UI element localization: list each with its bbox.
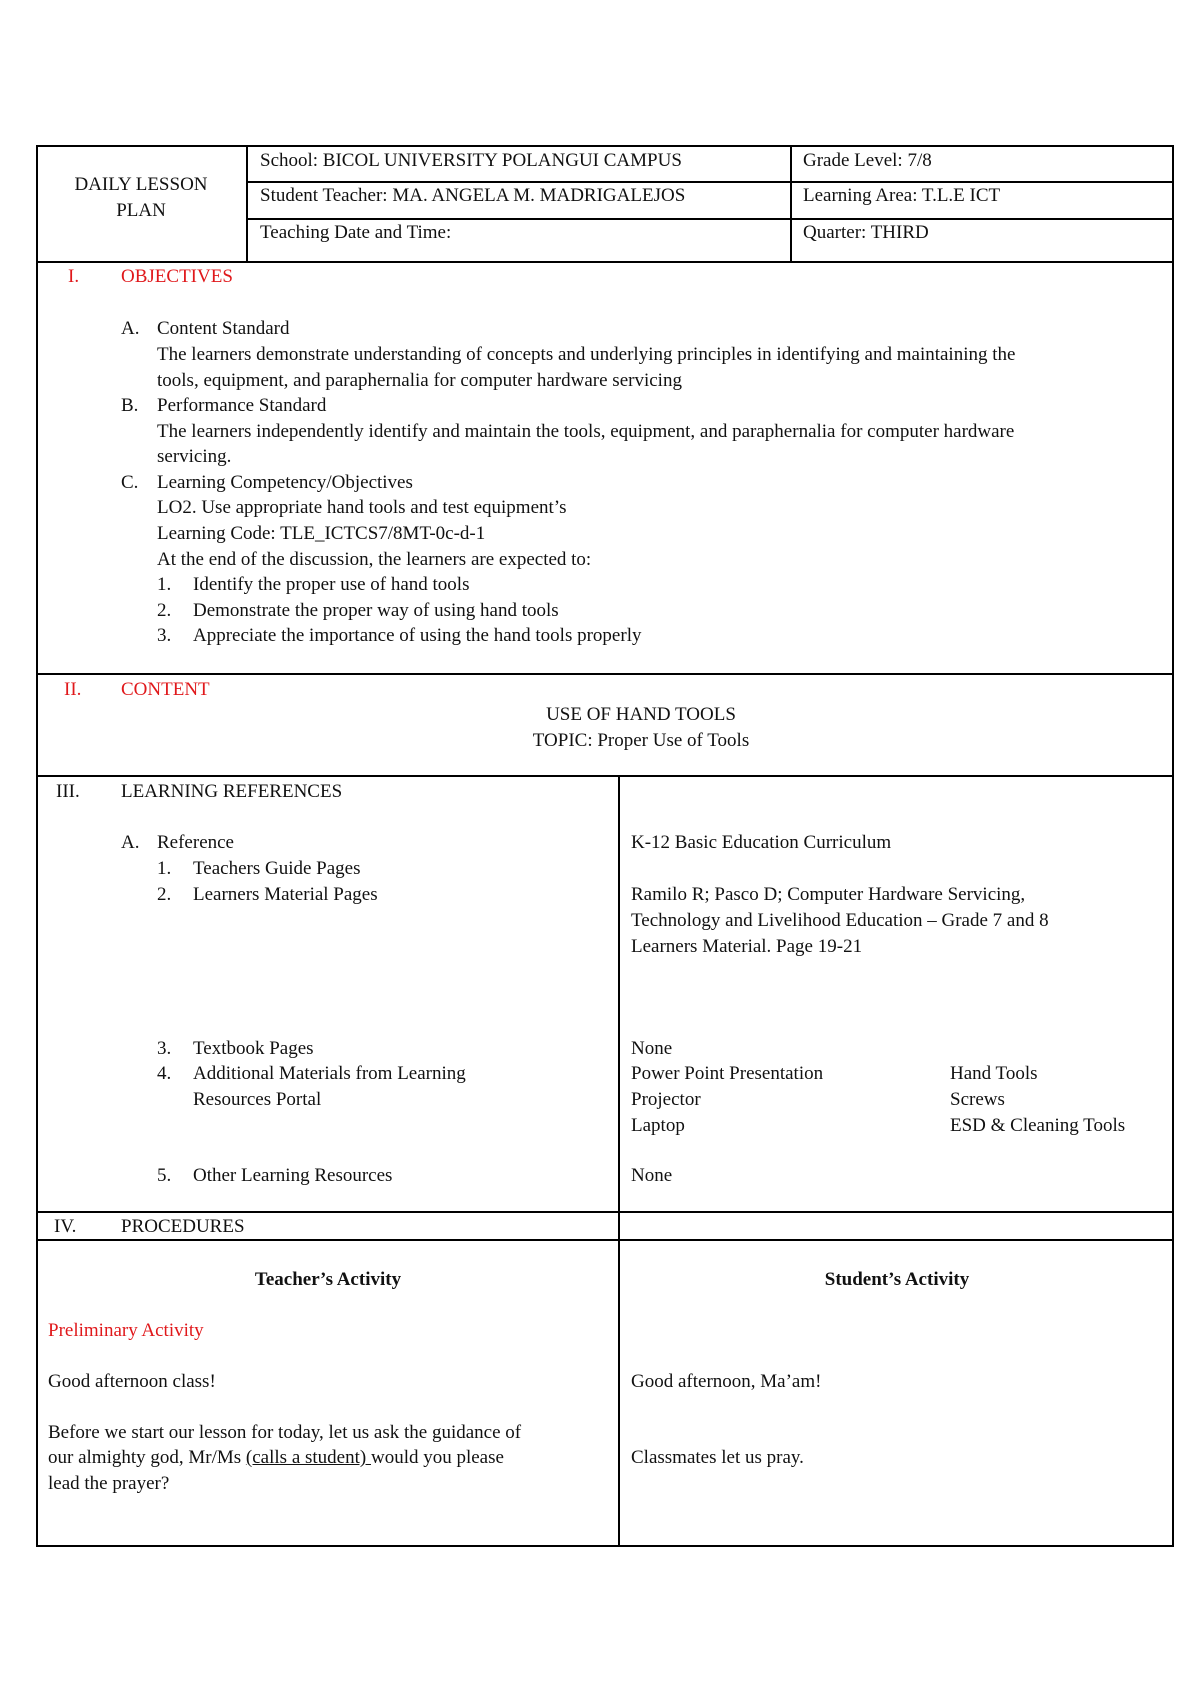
- material-item: ESD & Cleaning Tools: [950, 1115, 1126, 1136]
- performance-standard-letter: B.: [121, 395, 139, 416]
- reference-item-text: Learners Material Pages: [193, 884, 378, 905]
- teacher-prayer-stage-direction: (calls a student): [245, 1447, 371, 1468]
- preliminary-activity-label: Preliminary Activity: [48, 1320, 204, 1341]
- lesson-plan-title: DAILY LESSON PLAN: [74, 174, 208, 221]
- textbook-value: None: [631, 1038, 673, 1059]
- reference-item-number: 5.: [157, 1165, 172, 1186]
- material-item: Power Point Presentation: [631, 1063, 824, 1084]
- objective-item-text: Identify the proper use of hand tools: [193, 574, 470, 595]
- reference-item-text: Other Learning Resources: [193, 1165, 393, 1186]
- references-heading: LEARNING REFERENCES: [121, 781, 343, 802]
- reference-item-number: 1.: [157, 858, 172, 879]
- learning-code: Learning Code: TLE_ICTCS7/8MT-0c-d-1: [157, 523, 486, 544]
- student-activity-heading: Student’s Activity: [824, 1269, 970, 1290]
- learners-material-line-2: Technology and Livelihood Education – Grade 7 and 8: [631, 910, 1049, 931]
- content-standard-letter: A.: [121, 318, 140, 339]
- content-topic-subtitle: TOPIC: Proper Use of Tools: [532, 730, 750, 751]
- references-number: III.: [56, 781, 80, 802]
- reference-letter: A.: [121, 832, 140, 853]
- objective-item-text: Demonstrate the proper way of using hand tools: [193, 600, 559, 621]
- performance-standard-title: Performance Standard: [157, 395, 327, 416]
- learners-material-line-1: Ramilo R; Pasco D; Computer Hardware Servicing,: [631, 884, 1026, 905]
- content-standard-title: Content Standard: [157, 318, 290, 339]
- objective-item-text: Appreciate the importance of using the hand tools properly: [193, 625, 642, 646]
- teacher-prayer-line-2: [48, 1445, 504, 1471]
- material-item: Screws: [950, 1089, 1005, 1110]
- objective-item-number: 3.: [157, 625, 172, 646]
- teaching-date-field: Teaching Date and Time:: [260, 222, 452, 243]
- material-item: Laptop: [631, 1115, 685, 1136]
- quarter-field: Quarter: THIRD: [803, 222, 929, 243]
- reference-item-number: 4.: [157, 1063, 172, 1084]
- content-standard-text-2: tools, equipment, and paraphernalia for computer hardware servicing: [157, 370, 682, 391]
- content-topic-title: USE OF HAND TOOLS: [546, 704, 736, 725]
- reference-item-text: Teachers Guide Pages: [193, 858, 361, 879]
- school-field: School: BICOL UNIVERSITY POLANGUI CAMPUS: [260, 150, 682, 171]
- objectives-intro: At the end of the discussion, the learners are expected to:: [157, 549, 592, 570]
- teacher-prayer-text-continued: would you please: [370, 1447, 504, 1468]
- content-standard-text-1: The learners demonstrate understanding of concepts and underlying principles in identifying and maintaining the: [157, 344, 1016, 365]
- procedures-heading: PROCEDURES: [121, 1216, 245, 1237]
- header-divider-left: [246, 145, 248, 263]
- material-item: Projector: [631, 1089, 701, 1110]
- performance-standard-text-1: The learners independently identify and maintain the tools, equipment, and paraphernalia for computer hardware: [157, 421, 1015, 442]
- content-number: II.: [64, 679, 82, 700]
- procedures-number: IV.: [54, 1216, 77, 1237]
- curriculum-reference: K-12 Basic Education Curriculum: [631, 832, 892, 853]
- teacher-prayer-text: our almighty god, Mr/Ms: [48, 1447, 246, 1468]
- teacher-prayer-line-3: lead the prayer?: [48, 1473, 170, 1494]
- header-divider-right: [790, 145, 792, 263]
- objective-item-number: 2.: [157, 600, 172, 621]
- reference-item-number: 3.: [157, 1038, 172, 1059]
- learning-area-field: Learning Area: T.L.E ICT: [803, 185, 1001, 206]
- reference-title: Reference: [157, 832, 234, 853]
- teacher-prayer-line-1: Before we start our lesson for today, let us ask the guidance of: [48, 1422, 522, 1443]
- reference-item-text: Textbook Pages: [193, 1038, 314, 1059]
- reference-item-number: 2.: [157, 884, 172, 905]
- material-item: Hand Tools: [950, 1063, 1038, 1084]
- teacher-activity-heading: Teacher’s Activity: [254, 1269, 402, 1290]
- objective-item-number: 1.: [157, 574, 172, 595]
- other-resources-value: None: [631, 1165, 673, 1186]
- reference-item-text: Additional Materials from Learning: [193, 1063, 466, 1084]
- competency-letter: C.: [121, 472, 139, 493]
- learning-outcome: LO2. Use appropriate hand tools and test equipment’s: [157, 497, 567, 518]
- grade-level-field: Grade Level: 7/8: [803, 150, 932, 171]
- objectives-number: I.: [68, 266, 80, 287]
- teacher-greeting: Good afternoon class!: [48, 1371, 216, 1392]
- reference-item-text-continued: Resources Portal: [193, 1089, 322, 1110]
- student-teacher-field: Student Teacher: MA. ANGELA M. MADRIGALEJOS: [260, 185, 686, 206]
- objectives-heading: OBJECTIVES: [121, 266, 233, 287]
- competency-title: Learning Competency/Objectives: [157, 472, 413, 493]
- student-greeting: Good afternoon, Ma’am!: [631, 1371, 822, 1392]
- performance-standard-text-2: servicing.: [157, 446, 232, 467]
- student-prayer: Classmates let us pray.: [631, 1447, 804, 1468]
- learners-material-line-3: Learners Material. Page 19-21: [631, 936, 863, 957]
- content-heading: CONTENT: [121, 679, 210, 700]
